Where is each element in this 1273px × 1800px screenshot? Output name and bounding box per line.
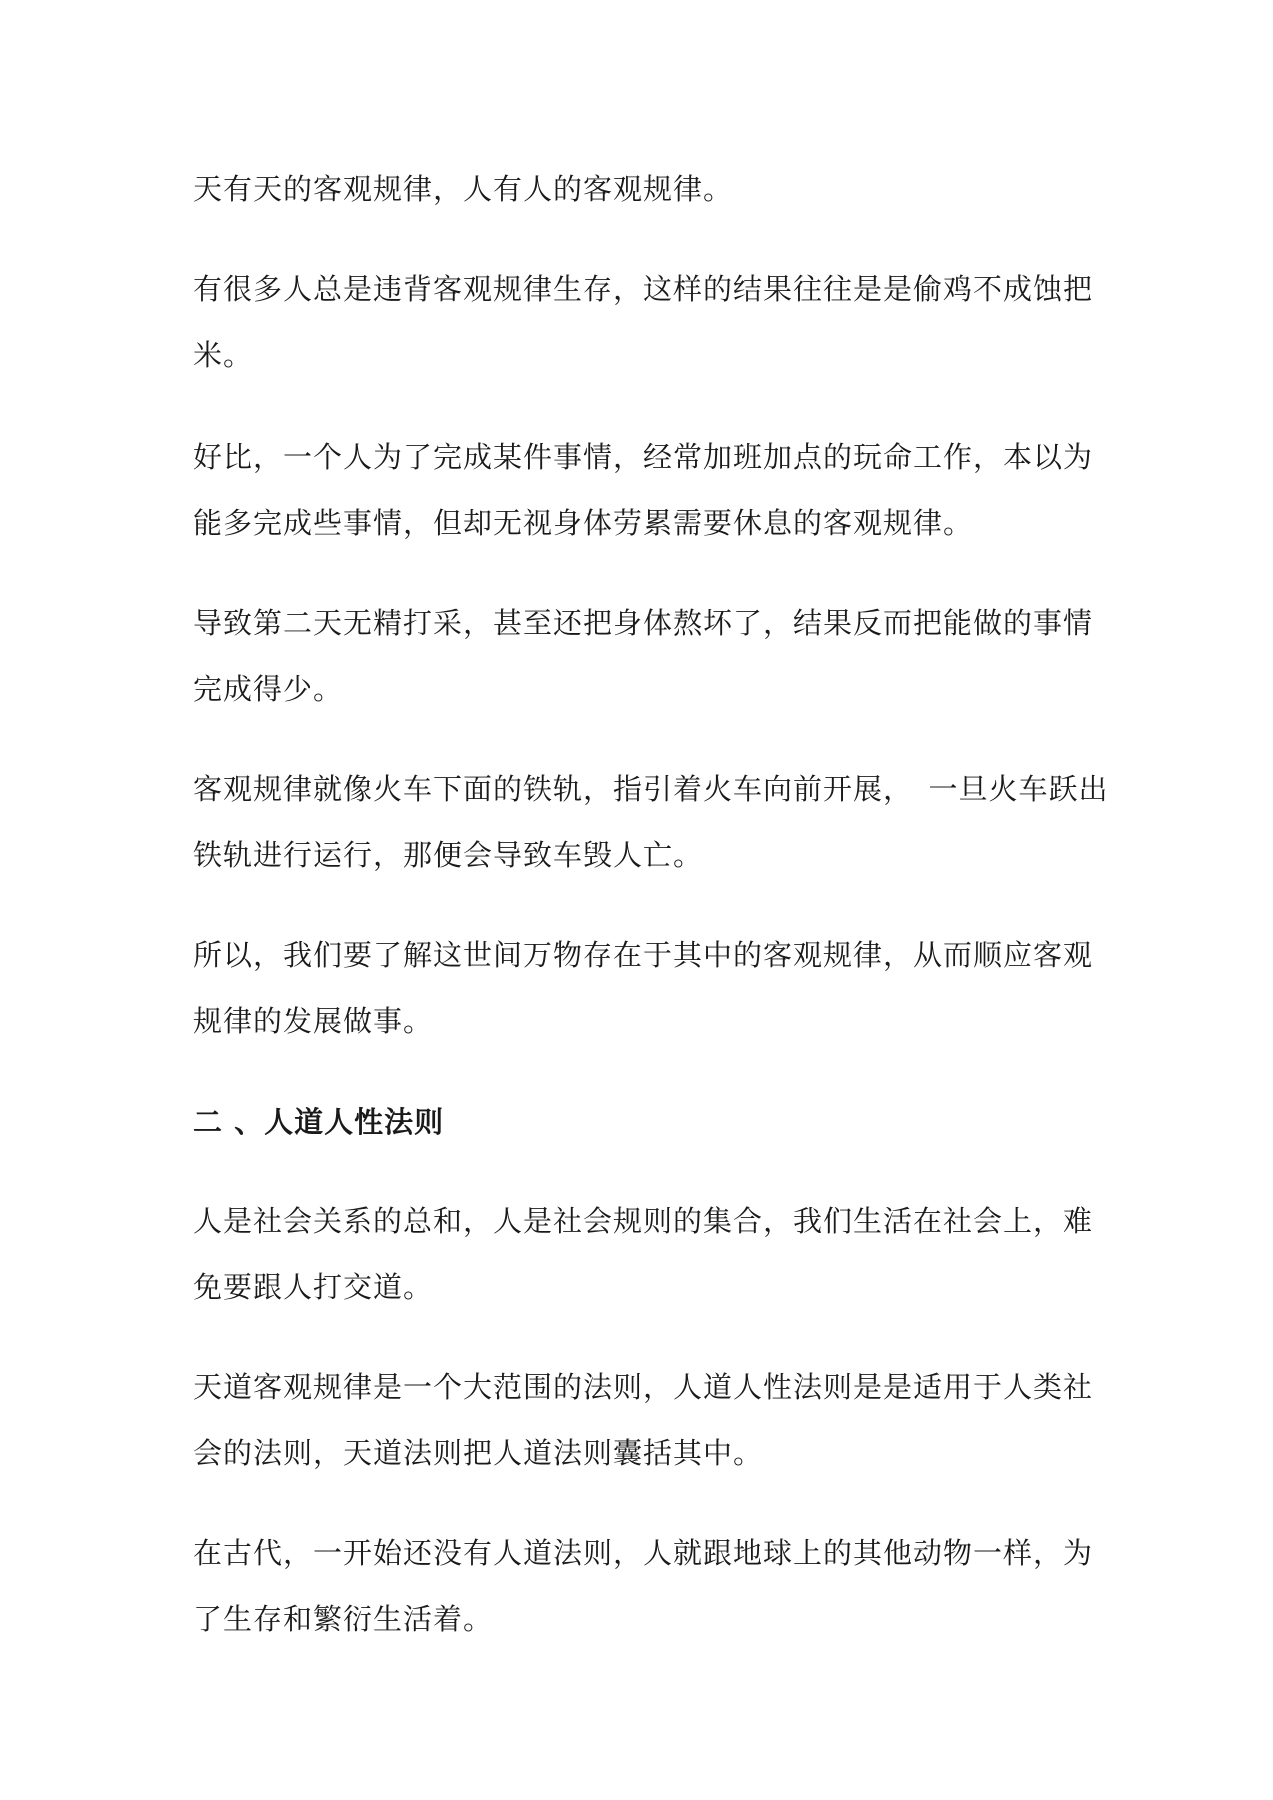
paragraph (193, 1354, 1094, 1486)
paragraph-line: 客观规律就像火车下面的铁轨，指引着火车向前开展， 一旦火车跃出 (193, 772, 1109, 806)
section-heading: 二 、人道人性法则 (193, 1105, 445, 1139)
paragraph-line: 了生存和繁衍生活着。 (193, 1602, 494, 1636)
paragraph (193, 590, 1094, 722)
paragraph (193, 424, 1094, 556)
paragraph-line: 免要跟人打交道。 (193, 1270, 434, 1304)
paragraph-line: 人是社会关系的总和，人是社会规则的集合，我们生活在社会上，难 (193, 1204, 1094, 1238)
paragraph-line: 有很多人总是违背客观规律生存，这样的结果往往是是偷鸡不成蚀把 (193, 272, 1094, 306)
paragraph-line: 完成得少。 (193, 672, 344, 706)
paragraph-line: 天有天的客观规律，人有人的客观规律。 (193, 172, 734, 206)
paragraph-line: 铁轨进行运行，那便会导致车毁人亡。 (193, 838, 704, 872)
paragraph-line: 规律的发展做事。 (193, 1004, 434, 1038)
paragraph (193, 156, 1083, 222)
paragraph (193, 922, 1094, 1054)
paragraph-line: 导致第二天无精打采，甚至还把身体熬坏了，结果反而把能做的事情 (193, 606, 1094, 640)
paragraph-line: 在古代，一开始还没有人道法则，人就跟地球上的其他动物一样，为 (193, 1536, 1094, 1570)
paragraph-line: 能多完成些事情，但却无视身体劳累需要休息的客观规律。 (193, 506, 974, 540)
paragraph-line: 好比，一个人为了完成某件事情，经常加班加点的玩命工作，本以为 (193, 440, 1094, 474)
paragraph (193, 256, 1094, 388)
paragraph-line: 天道客观规律是一个大范围的法则，人道人性法则是是适用于人类社 (193, 1370, 1094, 1404)
paragraph (193, 1188, 1094, 1320)
paragraph-line: 会的法则，天道法则把人道法则囊括其中。 (193, 1436, 764, 1470)
paragraph (193, 1520, 1094, 1652)
paragraph-line: 所以，我们要了解这世间万物存在于其中的客观规律，从而顺应客观 (193, 938, 1094, 972)
paragraph-line: 米。 (193, 338, 254, 372)
paragraph (193, 756, 1109, 888)
